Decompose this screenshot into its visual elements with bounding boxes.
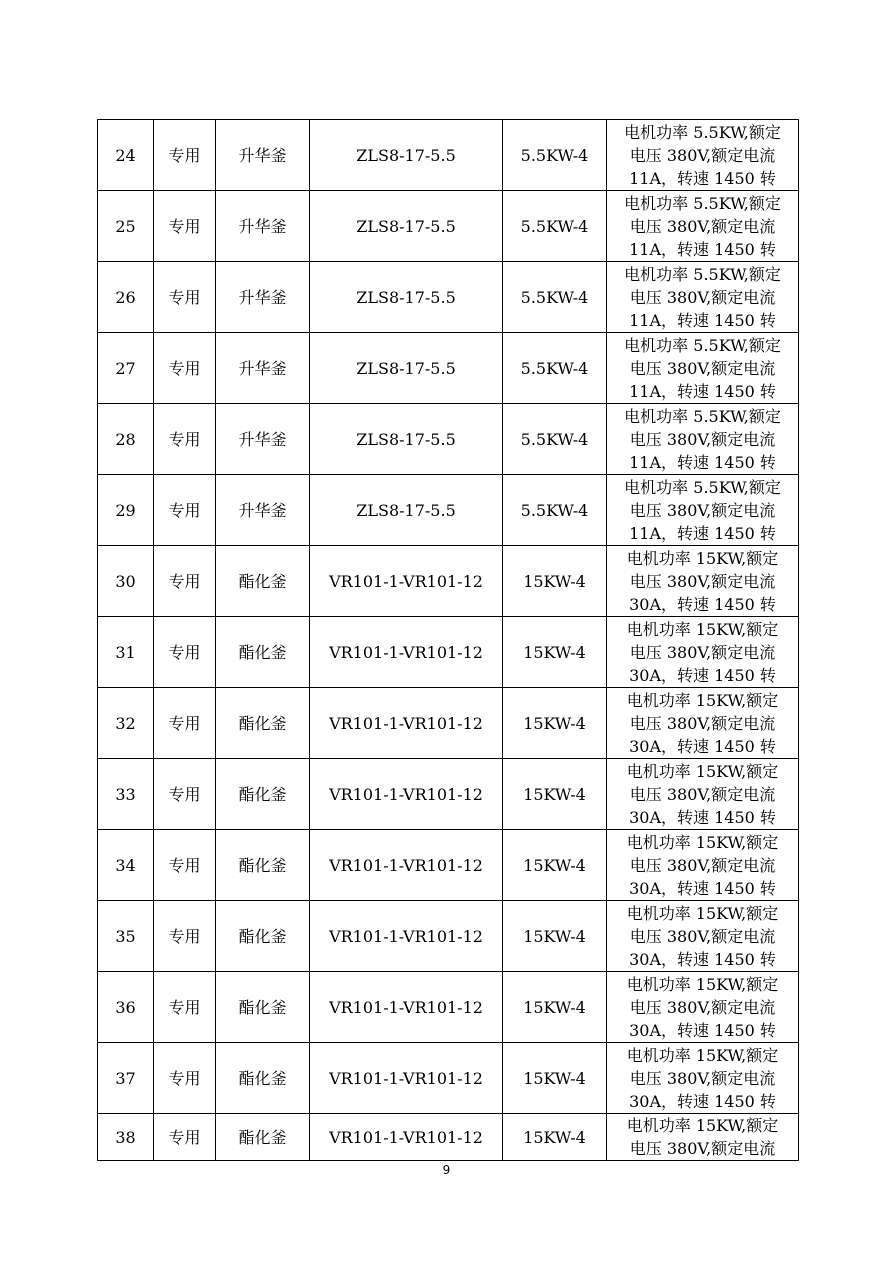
motor-power: 15KW-4 bbox=[503, 1043, 607, 1114]
motor-description: 电机功率 15KW,额定 电压 380V,额定电流 30A，转速 1450 转 bbox=[607, 688, 799, 759]
equipment-model: VR101-1-VR101-12 bbox=[310, 759, 503, 830]
table-row bbox=[98, 546, 799, 617]
equipment-type: 专用 bbox=[154, 901, 216, 972]
motor-description: 电机功率 5.5KW,额定 电压 380V,额定电流 11A，转速 1450 转 bbox=[607, 333, 799, 404]
table-row bbox=[98, 262, 799, 333]
motor-power: 5.5KW-4 bbox=[503, 404, 607, 475]
motor-description: 电机功率 15KW,额定 电压 380V,额定电流 bbox=[607, 1114, 799, 1161]
motor-description: 电机功率 5.5KW,额定 电压 380V,额定电流 11A，转速 1450 转 bbox=[607, 404, 799, 475]
motor-power: 15KW-4 bbox=[503, 617, 607, 688]
equipment-table bbox=[97, 119, 799, 1161]
equipment-name: 升华釜 bbox=[216, 333, 310, 404]
equipment-name: 酯化釜 bbox=[216, 901, 310, 972]
motor-power: 15KW-4 bbox=[503, 901, 607, 972]
table-row bbox=[98, 617, 799, 688]
motor-description: 电机功率 15KW,额定 电压 380V,额定电流 30A，转速 1450 转 bbox=[607, 972, 799, 1043]
table-row bbox=[98, 901, 799, 972]
table-row bbox=[98, 120, 799, 191]
table-row bbox=[98, 475, 799, 546]
motor-description: 电机功率 5.5KW,额定 电压 380V,额定电流 11A，转速 1450 转 bbox=[607, 191, 799, 262]
row-number: 31 bbox=[98, 617, 154, 688]
equipment-model: VR101-1-VR101-12 bbox=[310, 901, 503, 972]
table-row bbox=[98, 830, 799, 901]
equipment-model: VR101-1-VR101-12 bbox=[310, 688, 503, 759]
equipment-model: VR101-1-VR101-12 bbox=[310, 1114, 503, 1161]
equipment-type: 专用 bbox=[154, 830, 216, 901]
equipment-name: 酯化釜 bbox=[216, 1043, 310, 1114]
row-number: 27 bbox=[98, 333, 154, 404]
equipment-type: 专用 bbox=[154, 120, 216, 191]
equipment-type: 专用 bbox=[154, 475, 216, 546]
equipment-model: ZLS8-17-5.5 bbox=[310, 475, 503, 546]
equipment-model: VR101-1-VR101-12 bbox=[310, 830, 503, 901]
table-row bbox=[98, 1114, 799, 1161]
equipment-name: 酯化釜 bbox=[216, 830, 310, 901]
motor-power: 5.5KW-4 bbox=[503, 475, 607, 546]
equipment-name: 酯化釜 bbox=[216, 972, 310, 1043]
equipment-type: 专用 bbox=[154, 972, 216, 1043]
motor-description: 电机功率 5.5KW,额定 电压 380V,额定电流 11A，转速 1450 转 bbox=[607, 120, 799, 191]
motor-power: 5.5KW-4 bbox=[503, 120, 607, 191]
equipment-name: 升华釜 bbox=[216, 262, 310, 333]
motor-power: 5.5KW-4 bbox=[503, 333, 607, 404]
table-row bbox=[98, 333, 799, 404]
motor-description: 电机功率 15KW,额定 电压 380V,额定电流 30A，转速 1450 转 bbox=[607, 759, 799, 830]
equipment-model: VR101-1-VR101-12 bbox=[310, 972, 503, 1043]
row-number: 34 bbox=[98, 830, 154, 901]
equipment-model: VR101-1-VR101-12 bbox=[310, 1043, 503, 1114]
motor-description: 电机功率 5.5KW,额定 电压 380V,额定电流 11A，转速 1450 转 bbox=[607, 475, 799, 546]
row-number: 33 bbox=[98, 759, 154, 830]
equipment-model: ZLS8-17-5.5 bbox=[310, 262, 503, 333]
page-number: 9 bbox=[442, 1163, 451, 1177]
row-number: 25 bbox=[98, 191, 154, 262]
row-number: 32 bbox=[98, 688, 154, 759]
motor-description: 电机功率 15KW,额定 电压 380V,额定电流 30A，转速 1450 转 bbox=[607, 1043, 799, 1114]
motor-power: 15KW-4 bbox=[503, 759, 607, 830]
row-number: 24 bbox=[98, 120, 154, 191]
equipment-model: VR101-1-VR101-12 bbox=[310, 546, 503, 617]
equipment-name: 酯化釜 bbox=[216, 688, 310, 759]
row-number: 28 bbox=[98, 404, 154, 475]
motor-description: 电机功率 15KW,额定 电压 380V,额定电流 30A，转速 1450 转 bbox=[607, 617, 799, 688]
equipment-name: 升华釜 bbox=[216, 475, 310, 546]
equipment-model: ZLS8-17-5.5 bbox=[310, 404, 503, 475]
equipment-name: 升华釜 bbox=[216, 191, 310, 262]
equipment-type: 专用 bbox=[154, 1114, 216, 1161]
equipment-name: 酯化釜 bbox=[216, 1114, 310, 1161]
equipment-type: 专用 bbox=[154, 617, 216, 688]
equipment-type: 专用 bbox=[154, 759, 216, 830]
motor-description: 电机功率 15KW,额定 电压 380V,额定电流 30A，转速 1450 转 bbox=[607, 546, 799, 617]
motor-power: 5.5KW-4 bbox=[503, 262, 607, 333]
motor-description: 电机功率 15KW,额定 电压 380V,额定电流 30A，转速 1450 转 bbox=[607, 901, 799, 972]
table-row bbox=[98, 1043, 799, 1114]
row-number: 30 bbox=[98, 546, 154, 617]
row-number: 29 bbox=[98, 475, 154, 546]
table-row bbox=[98, 404, 799, 475]
motor-power: 15KW-4 bbox=[503, 688, 607, 759]
motor-power: 15KW-4 bbox=[503, 1114, 607, 1161]
motor-power: 15KW-4 bbox=[503, 546, 607, 617]
equipment-type: 专用 bbox=[154, 262, 216, 333]
equipment-type: 专用 bbox=[154, 1043, 216, 1114]
equipment-name: 升华釜 bbox=[216, 120, 310, 191]
row-number: 35 bbox=[98, 901, 154, 972]
equipment-model: ZLS8-17-5.5 bbox=[310, 191, 503, 262]
equipment-name: 酯化釜 bbox=[216, 617, 310, 688]
row-number: 38 bbox=[98, 1114, 154, 1161]
motor-power: 15KW-4 bbox=[503, 972, 607, 1043]
equipment-name: 酯化釜 bbox=[216, 759, 310, 830]
table-row bbox=[98, 972, 799, 1043]
equipment-type: 专用 bbox=[154, 191, 216, 262]
equipment-type: 专用 bbox=[154, 333, 216, 404]
equipment-model: VR101-1-VR101-12 bbox=[310, 617, 503, 688]
table-row bbox=[98, 759, 799, 830]
motor-description: 电机功率 15KW,额定 电压 380V,额定电流 30A，转速 1450 转 bbox=[607, 830, 799, 901]
row-number: 36 bbox=[98, 972, 154, 1043]
table-row bbox=[98, 688, 799, 759]
equipment-type: 专用 bbox=[154, 688, 216, 759]
motor-description: 电机功率 5.5KW,额定 电压 380V,额定电流 11A，转速 1450 转 bbox=[607, 262, 799, 333]
equipment-name: 酯化釜 bbox=[216, 546, 310, 617]
row-number: 37 bbox=[98, 1043, 154, 1114]
equipment-name: 升华釜 bbox=[216, 404, 310, 475]
equipment-type: 专用 bbox=[154, 546, 216, 617]
motor-power: 5.5KW-4 bbox=[503, 191, 607, 262]
equipment-model: ZLS8-17-5.5 bbox=[310, 120, 503, 191]
row-number: 26 bbox=[98, 262, 154, 333]
table-row bbox=[98, 191, 799, 262]
equipment-model: ZLS8-17-5.5 bbox=[310, 333, 503, 404]
equipment-type: 专用 bbox=[154, 404, 216, 475]
motor-power: 15KW-4 bbox=[503, 830, 607, 901]
